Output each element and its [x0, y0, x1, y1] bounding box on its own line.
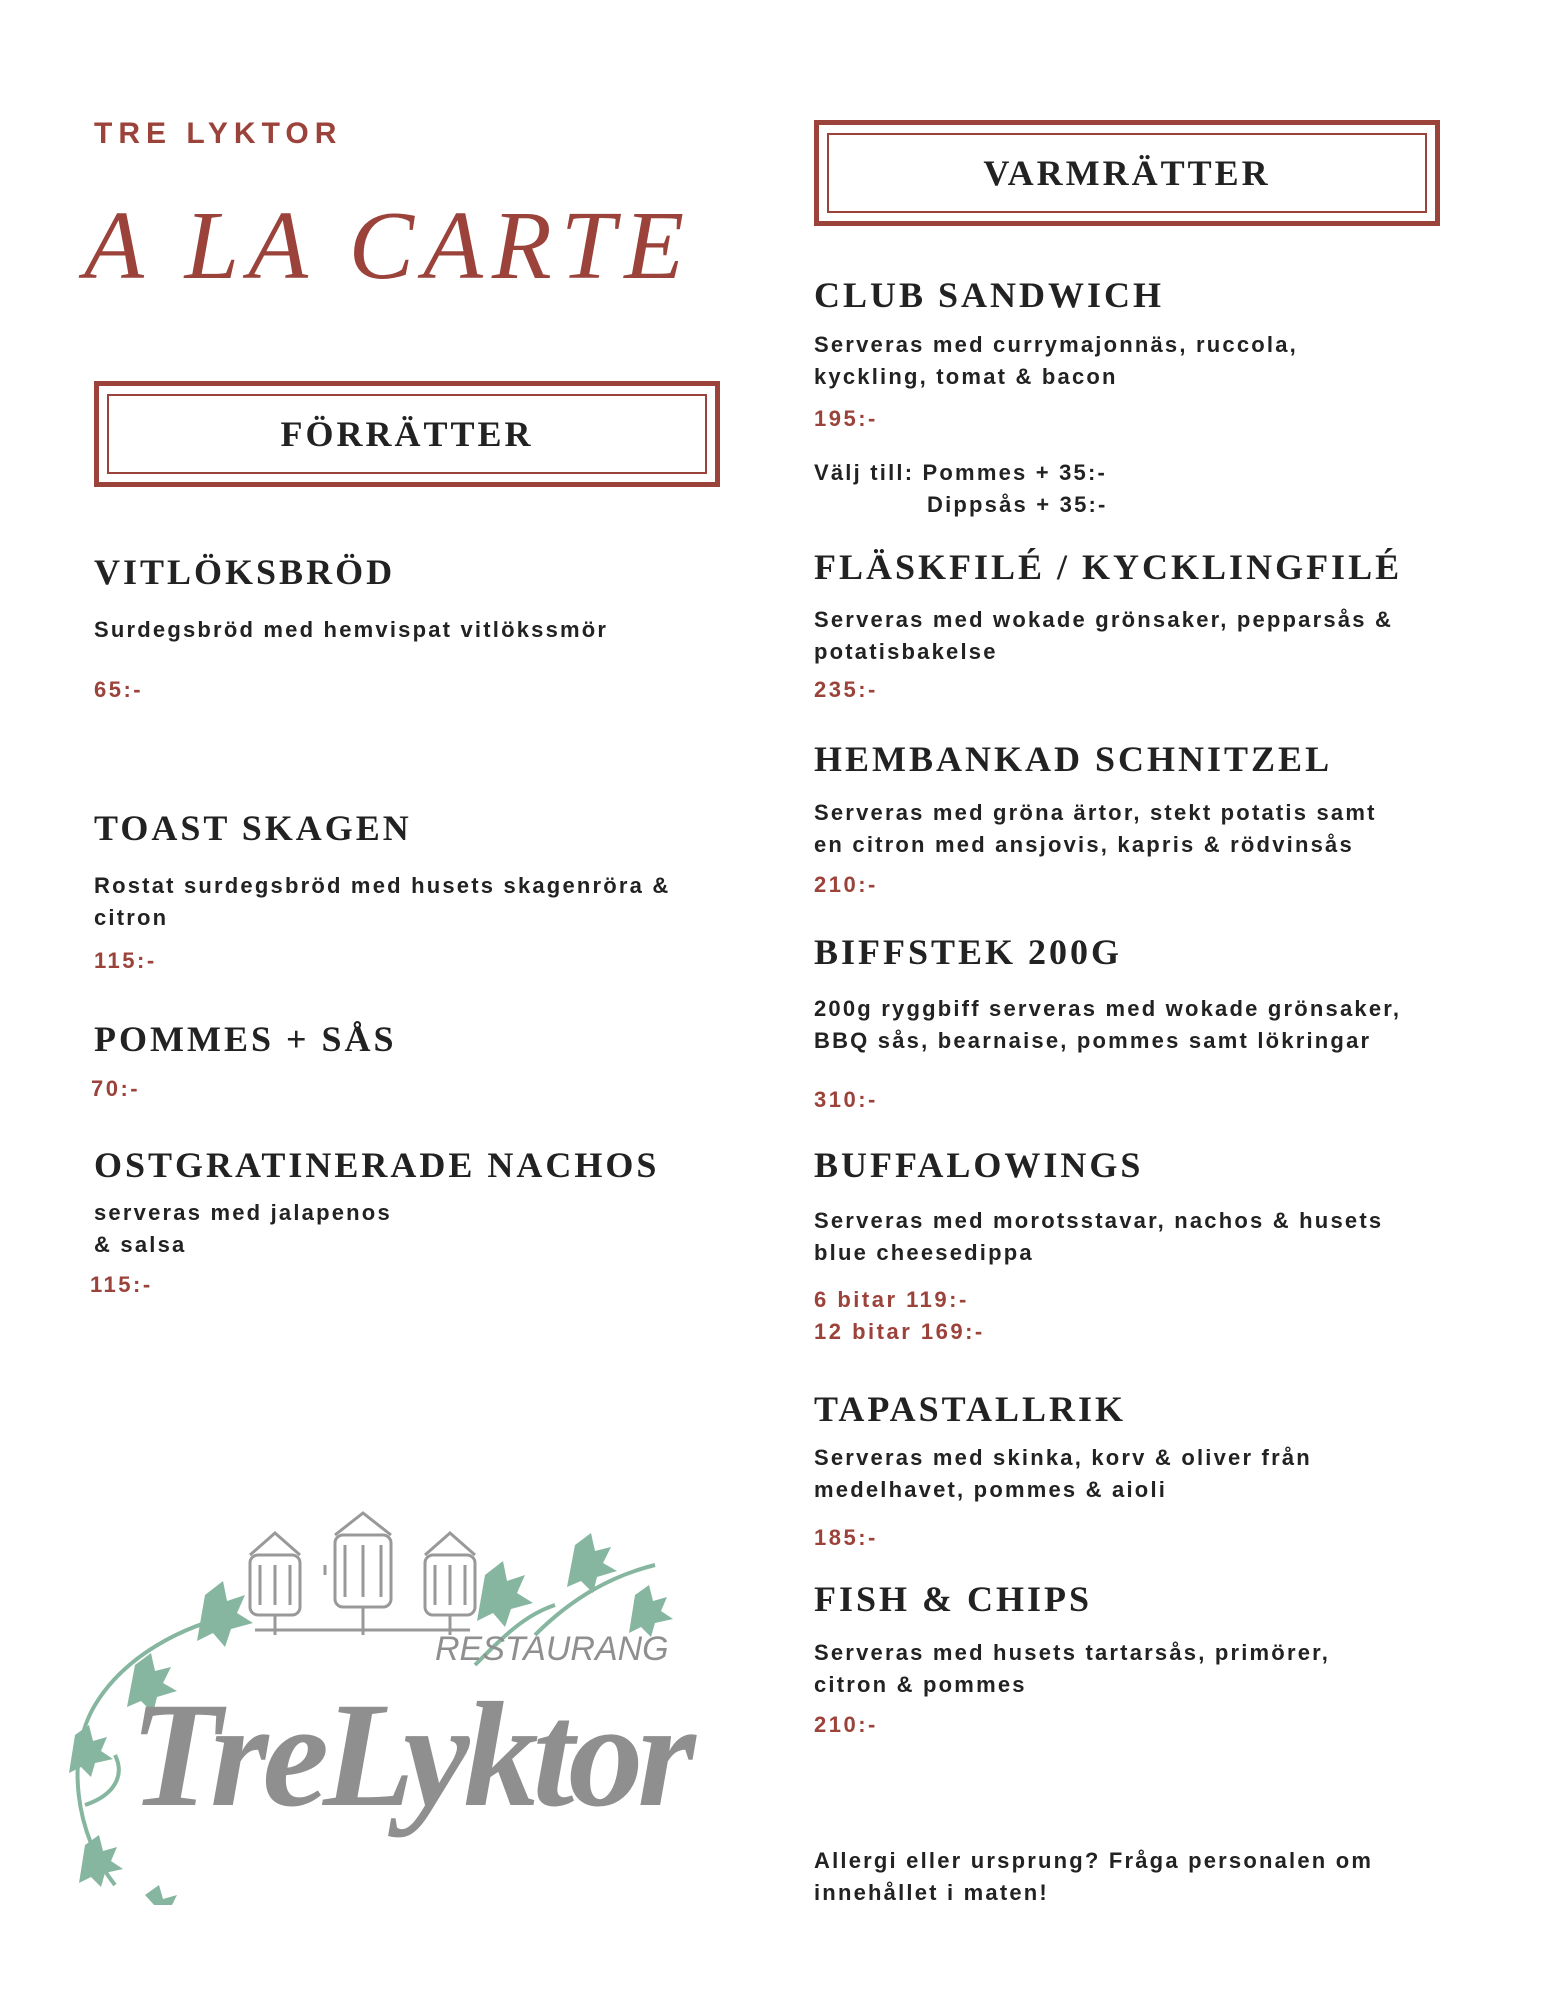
allergy-line: innehållet i maten! — [814, 1880, 1049, 1905]
price-line: 12 bitar 169:- — [814, 1319, 985, 1344]
menu-item-description — [814, 1442, 1312, 1506]
starters-heading-box — [94, 381, 720, 487]
menu-item-price: 210:- — [814, 872, 878, 897]
description-line: en citron med ansjovis, kapris & rödvinsås — [814, 832, 1354, 857]
description-line: Serveras med morotsstavar, nachos & husets — [814, 1208, 1384, 1233]
menu-item-price: 70:- — [91, 1076, 141, 1101]
description-line: BBQ sås, bearnaise, pommes samt lökringar — [814, 1028, 1372, 1053]
description-line: Rostat surdegsbröd med husets skagenröra & — [94, 873, 671, 898]
menu-item-price: 310:- — [814, 1087, 878, 1112]
menu-item-name: HEMBANKAD SCHNITZEL — [814, 739, 1333, 779]
lantern-icon — [250, 1513, 475, 1635]
description-line: Surdegsbröd med hemvispat vitlökssmör — [94, 617, 609, 642]
menu-item-description — [94, 1197, 392, 1261]
menu-item-description — [814, 1205, 1383, 1269]
menu-item-price: 65:- — [94, 677, 144, 702]
description-line: & salsa — [94, 1232, 187, 1257]
description-line: 200g ryggbiff serveras med wokade grönsaker, — [814, 996, 1402, 1021]
menu-item-description — [814, 993, 1401, 1057]
menu-item-description — [814, 1637, 1330, 1701]
menu-item-extras — [814, 457, 1108, 521]
menu-item-name: POMMES + SÅS — [94, 1019, 397, 1059]
description-line: citron — [94, 905, 169, 930]
menu-item-description — [94, 614, 608, 646]
menu-item-price: 235:- — [814, 677, 878, 702]
description-line: blue cheesedippa — [814, 1240, 1034, 1265]
logo-name: TreLyktor — [130, 1672, 690, 1838]
description-line: Serveras med gröna ärtor, stekt potatis samt — [814, 800, 1377, 825]
page-title: A LA CARTE — [84, 192, 694, 300]
menu-item-price — [814, 1284, 985, 1348]
menu-item-description — [814, 797, 1377, 861]
menu-item-name: VITLÖKSBRÖD — [94, 552, 396, 592]
mains-heading-box — [814, 120, 1440, 226]
menu-item-name: FISH & CHIPS — [814, 1579, 1093, 1619]
brand-name: TRE LYKTOR — [94, 117, 343, 150]
menu-item-description — [814, 329, 1298, 393]
description-line: potatisbakelse — [814, 639, 998, 664]
menu-item-price: 115:- — [90, 1272, 153, 1297]
description-line: medelhavet, pommes & aioli — [814, 1477, 1168, 1502]
menu-item-price: 210:- — [814, 1712, 878, 1737]
menu-item-price: 115:- — [94, 948, 157, 973]
extras-line: Välj till: Pommes + 35:- — [814, 460, 1108, 485]
menu-item-price: 195:- — [814, 406, 878, 431]
price-line: 6 bitar 119:- — [814, 1287, 969, 1312]
description-line: kyckling, tomat & bacon — [814, 364, 1118, 389]
menu-item-name: FLÄSKFILÉ / KYCKLINGFILÉ — [814, 547, 1403, 587]
description-line: Serveras med skinka, korv & oliver från — [814, 1445, 1312, 1470]
logo-top-text: RESTAURANG — [435, 1630, 669, 1668]
description-line: citron & pommes — [814, 1672, 1027, 1697]
description-line: serveras med jalapenos — [94, 1200, 392, 1225]
menu-item-name: CLUB SANDWICH — [814, 275, 1165, 315]
allergy-line: Allergi eller ursprung? Fråga personalen om — [814, 1848, 1374, 1873]
menu-item-name: TAPASTALLRIK — [814, 1389, 1127, 1429]
menu-item-name: BUFFALOWINGS — [814, 1145, 1144, 1185]
mains-heading: VARMRÄTTER — [827, 133, 1427, 213]
menu-item-description — [94, 870, 671, 934]
description-line: Serveras med wokade grönsaker, pepparsås & — [814, 607, 1394, 632]
description-line: Serveras med husets tartarsås, primörer, — [814, 1640, 1331, 1665]
extras-line: Dippsås + 35:- — [927, 492, 1108, 517]
menu-item-name: OSTGRATINERADE NACHOS — [94, 1145, 660, 1185]
restaurant-logo — [55, 1505, 715, 1905]
menu-item-name: TOAST SKAGEN — [94, 808, 412, 848]
allergy-note — [814, 1845, 1373, 1909]
menu-item-description — [814, 604, 1393, 668]
menu-item-price: 185:- — [814, 1525, 878, 1550]
logo-graphic — [55, 1505, 715, 1905]
starters-heading: FÖRRÄTTER — [107, 394, 707, 474]
description-line: Serveras med currymajonnäs, ruccola, — [814, 332, 1298, 357]
menu-item-name: BIFFSTEK 200G — [814, 932, 1123, 972]
